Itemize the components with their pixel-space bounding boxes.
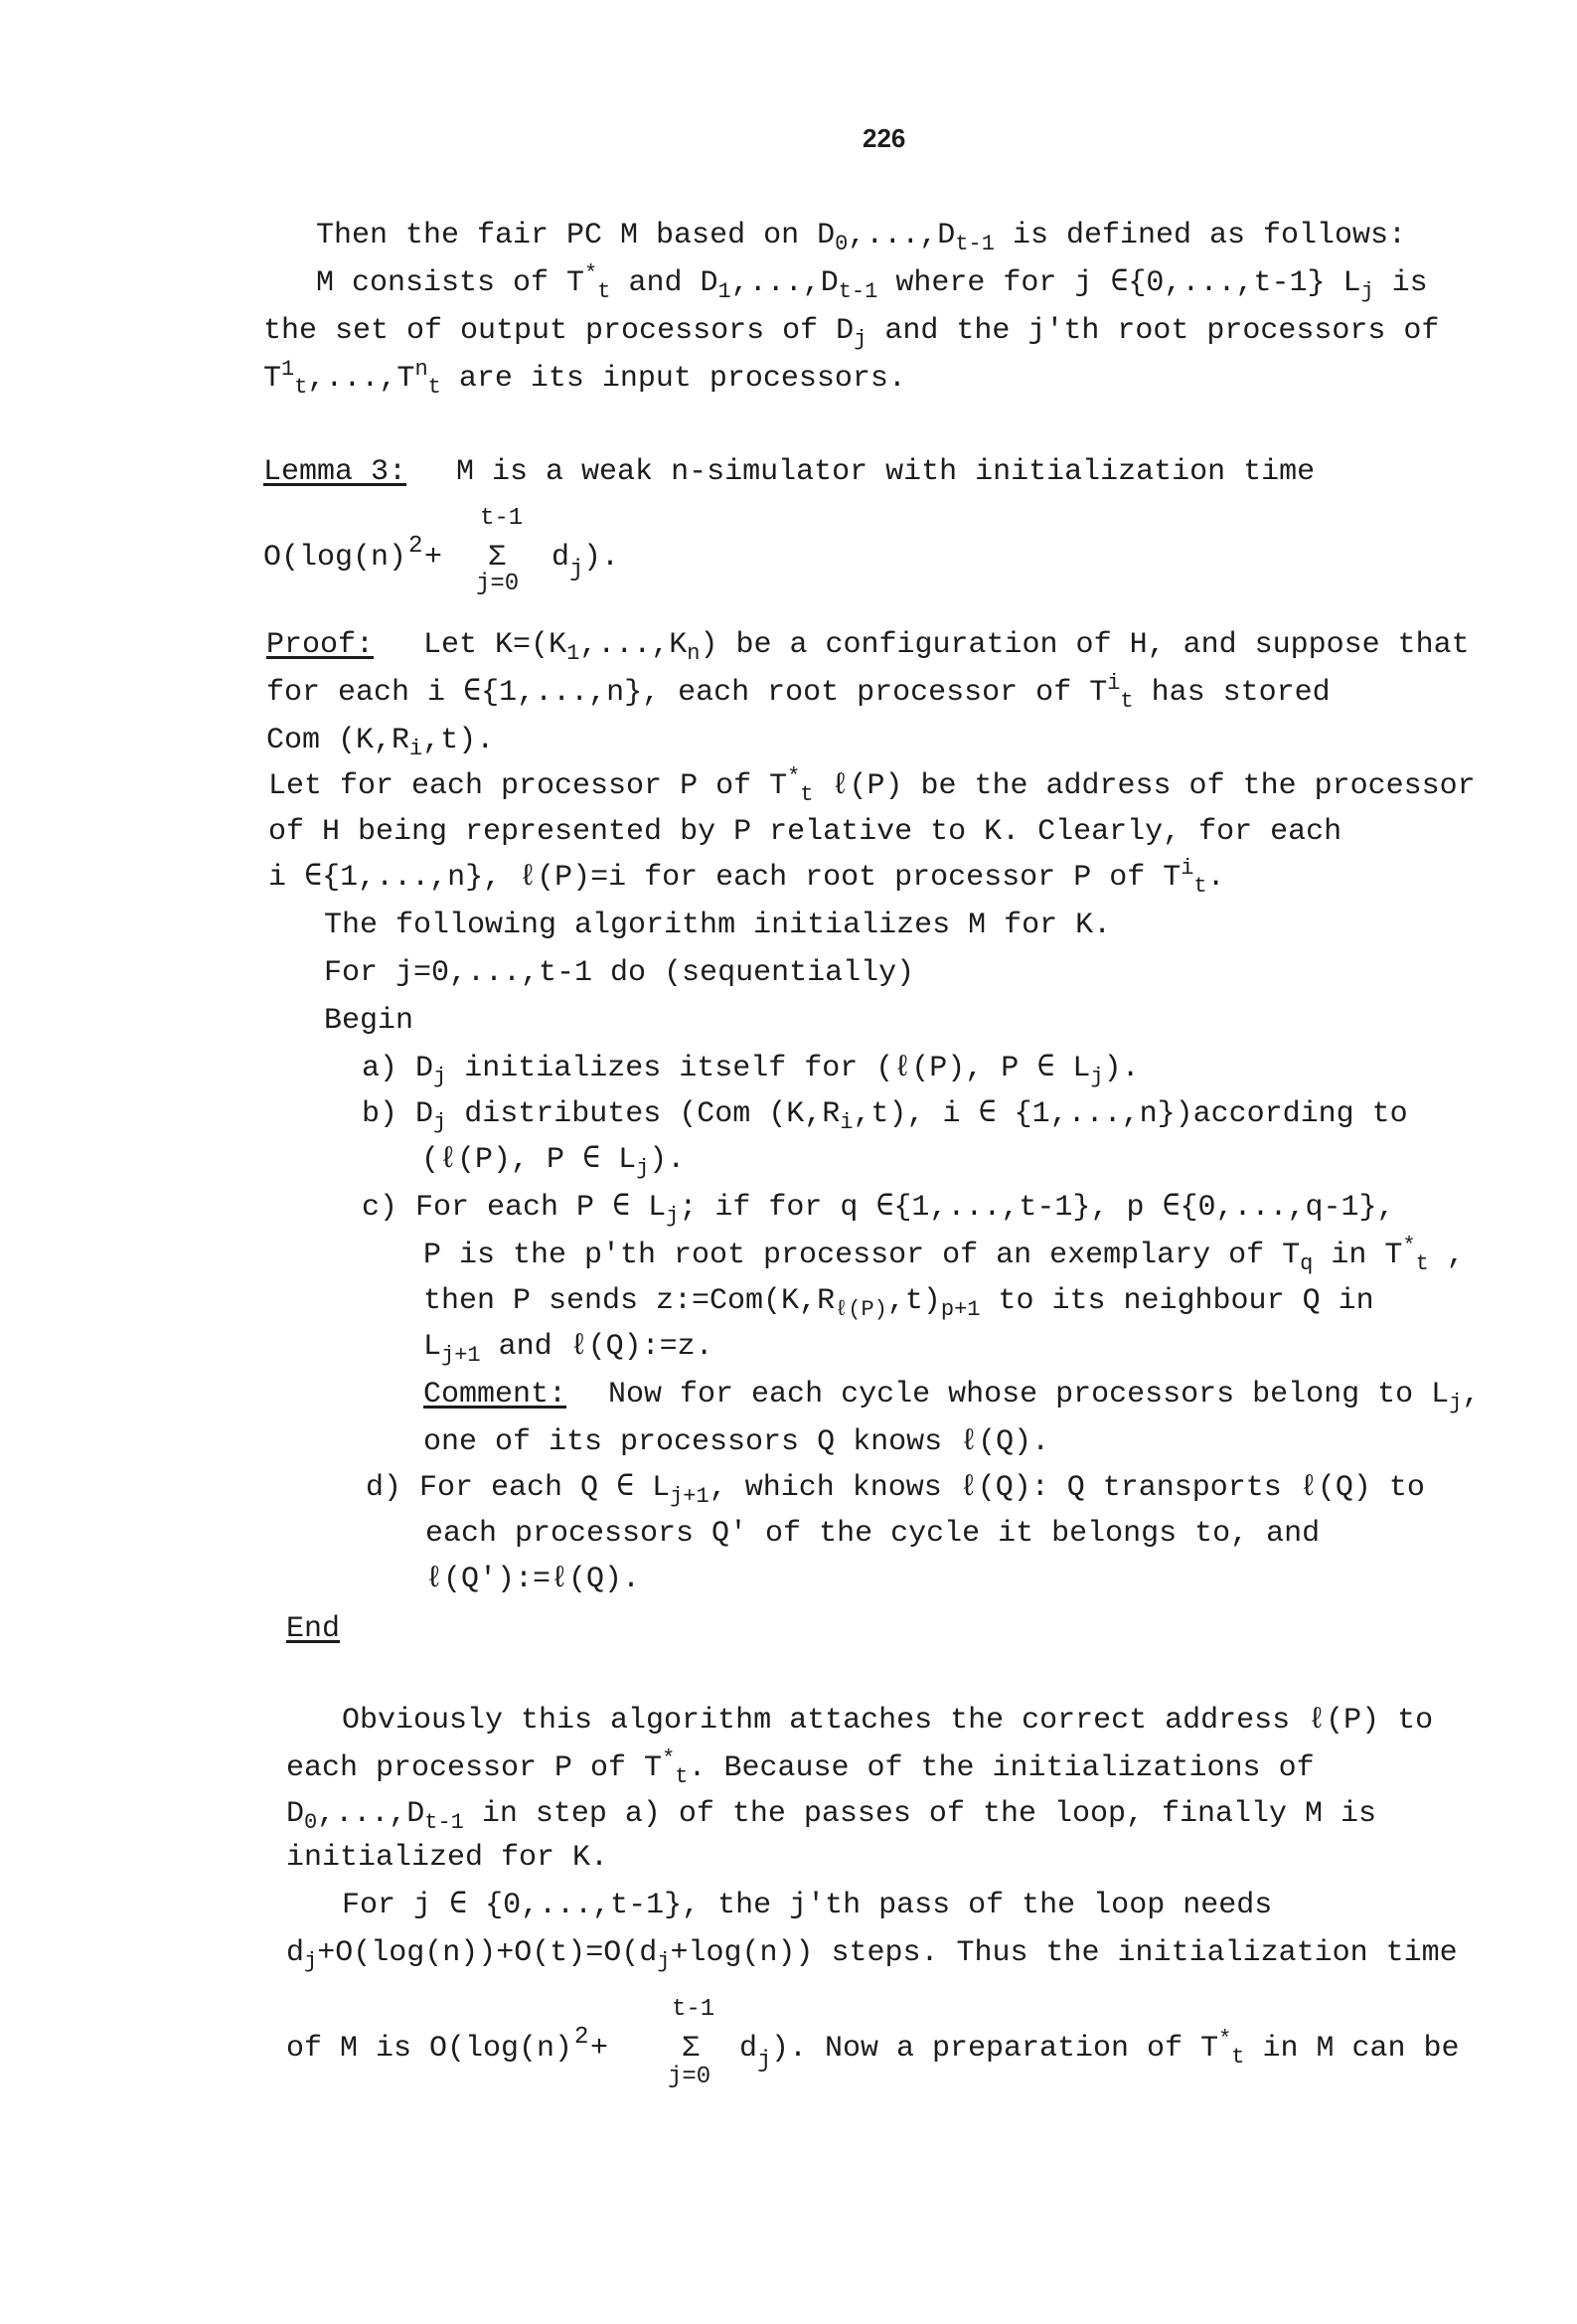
proof-line7: The following algorithm initializes M for K. [324, 909, 1112, 942]
conclusion-line7: of M is O(log(n) 2 + t-1 Σ j=0 d j ). Now a preparation of $T^*_t$ in M can be [286, 1996, 1460, 2090]
conclusion-line6: $d_j+O(\log(n))+O(t)=O(d_j+\log(n))$ steps. Thus the initialization time [286, 1936, 1458, 1974]
conclusion-line4: initialized for K. [286, 1841, 609, 1875]
step-c-line4: $L_{j+1}$ and ℓ(Q):=z. [423, 1330, 713, 1368]
comment-line2: one of its processors Q knows ℓ(Q). [423, 1425, 1050, 1459]
para1-line4: $T^1_t,...,T^n_t$ are its input processors. [263, 357, 906, 400]
step-c-line2: P is the p'th root processor of an exemplary of $T_q$ in $T^*_t$ , [423, 1234, 1465, 1276]
step-b: b) $D_j$ distributes (Com $(K,R_i,t)$, i ∈ {1,...,n})according to [362, 1097, 1408, 1135]
para1-line3: the set of output processors of $D_j$ and the j'th root processors of [263, 314, 1440, 352]
lemma-label: Lemma 3: [263, 455, 407, 489]
step-a: a) $D_j$ initializes itself for (ℓ(P), P ∈ $L_j$). [362, 1052, 1140, 1089]
proof-line2: for each i ∈{1,...,n}, each root processor of $T^i_t$ has stored [266, 671, 1331, 714]
step-d-line2: each processors Q' of the cycle it belongs to, and [425, 1517, 1321, 1551]
comment-label: Comment: [423, 1378, 567, 1411]
page-number: 226 [863, 123, 906, 153]
lemma-line: Lemma 3: M is a weak n-simulator with initialization time [263, 455, 1316, 489]
para1-line1: Then the fair PC M based on $D_0,...,D_{t-1}$ is defined as follows: [316, 219, 1407, 256]
proof-line8: For j=0,...,t-1 do (sequentially) [324, 956, 915, 990]
proof-line1: Proof: Let $K=(K_1,...,K_n)$ be a configuration of H, and suppose that [266, 628, 1470, 666]
proof-line3: Com $(K,R_i,t)$. [266, 724, 495, 761]
conclusion-line1: Obviously this algorithm attaches the correct address ℓ(P) to [342, 1704, 1434, 1738]
lemma-equation: O(log(n) 2 + t-1 Σ j=0 d j ). [263, 505, 620, 597]
proof-line5: of H being represented by P relative to K. Clearly, for each [268, 815, 1342, 849]
step-d-line3: ℓ(Q'):=ℓ(Q). [425, 1563, 641, 1596]
conclusion-line3: $D_0,...,D_{t-1}$ in step a) of the passes of the loop, finally M is [286, 1797, 1377, 1835]
proof-line9: Begin [324, 1004, 414, 1038]
conclusion-line2: each processor P of $T^*_t$. Because of the initializations of [286, 1746, 1315, 1789]
proof-label: Proof: [266, 628, 375, 662]
step-c: c) For each P ∈ $L_j$; if for q ∈{1,...,t-1}, p ∈{0,...,q-1}, [362, 1191, 1395, 1229]
step-d: d) For each Q ∈ $L_{j+1}$, which knows ℓ(Q): Q transports ℓ(Q) to [366, 1471, 1425, 1509]
comment-line1: Comment: Now for each cycle whose processors belong to $L_j$, [423, 1378, 1481, 1415]
conclusion-line5: For j ∈ {0,...,t-1}, the j'th pass of the loop needs [342, 1889, 1273, 1922]
proof-line6: i ∈{1,...,n}, ℓ(P)=i for each root processor P of $T^i_t$. [268, 856, 1225, 899]
step-c-line3: then P sends $z:=Com(K,R_{\ell(P)},t)_{p+1}$ to its neighbour Q in [423, 1284, 1374, 1322]
para1-line2: M consists of $T^*_t$ and $D_1,...,D_{t-1}$ where for j ∈{0,...,t-1} $L_j$ is [316, 261, 1428, 304]
end-label: End [286, 1612, 341, 1646]
proof-line4: Let for each processor P of $T^*_t$ ℓ(P) be the address of the processor [268, 764, 1476, 807]
step-b-line2: (ℓ(P), P ∈ $L_j$). [421, 1143, 686, 1181]
